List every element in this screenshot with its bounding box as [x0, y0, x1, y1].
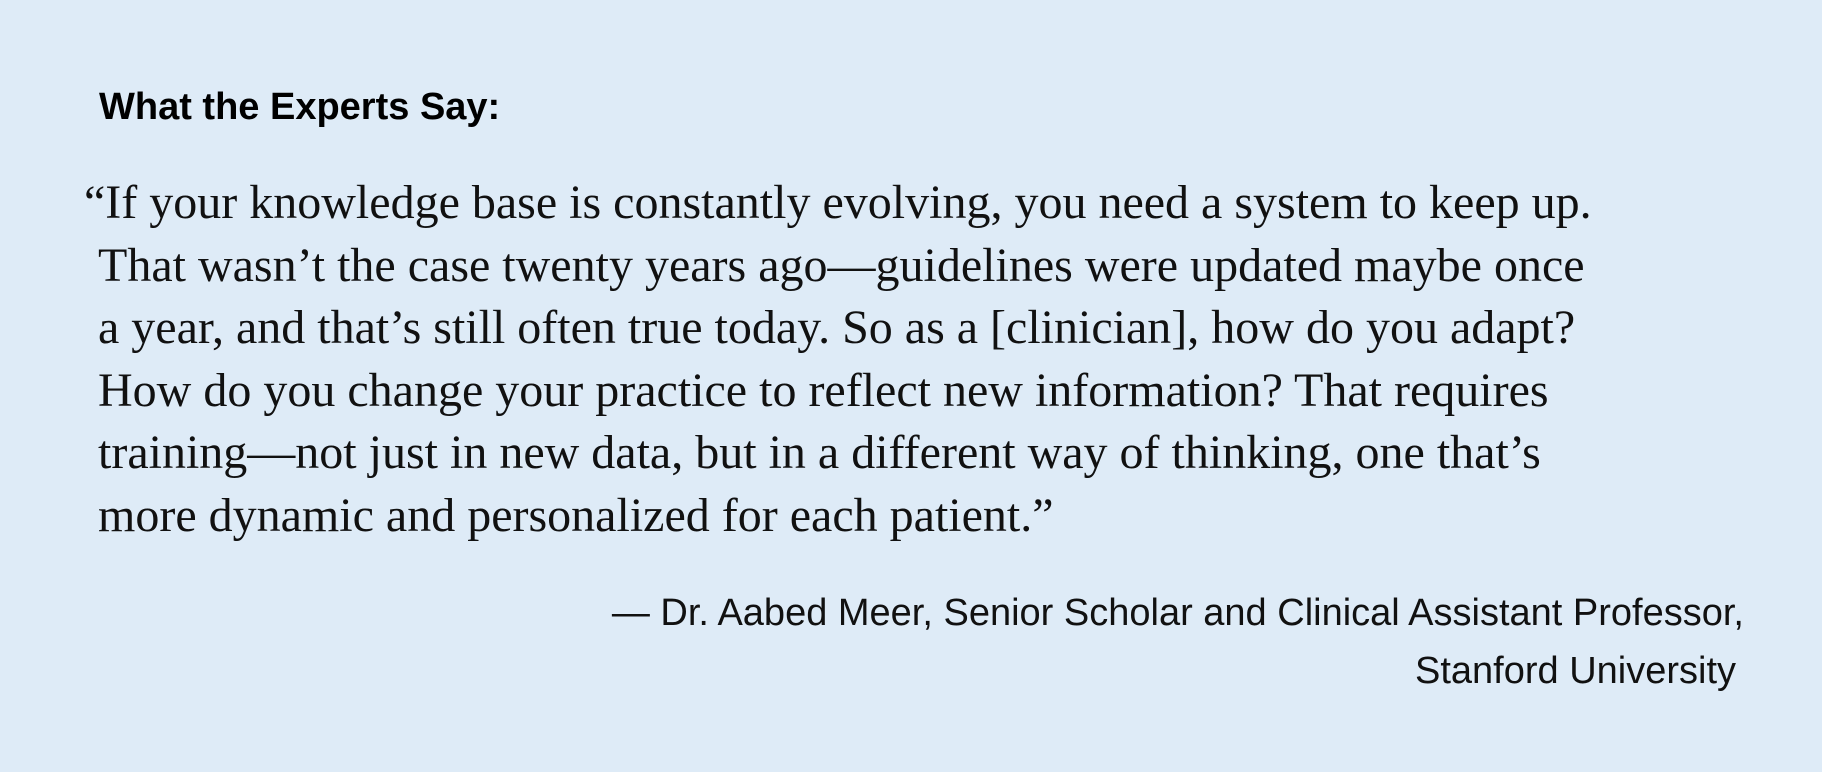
- attribution-institution: Stanford University: [1414, 650, 1736, 692]
- quote-line: How do you change your practice to reflect new information? That requires: [98, 363, 1549, 417]
- quote-line: a year, and that’s still often true today. So as a [clinician], how do you adapt?: [98, 301, 1576, 354]
- quote-line: “If your knowledge base is constantly evolving, you need a system to keep up.: [84, 176, 1592, 229]
- attribution-name-title: — Dr. Aabed Meer, Senior Scholar and Clinical Assistant Professor,: [611, 592, 1744, 634]
- section-heading: What the Experts Say:: [99, 86, 501, 128]
- quote-line: training—not just in new data, but in a different way of thinking, one that’s: [98, 426, 1541, 479]
- expert-quote: [84, 172, 1784, 547]
- quote-line: more dynamic and personalized for each patient.”: [98, 488, 1054, 542]
- quote-line: That wasn’t the case twenty years ago—guidelines were updated maybe once: [98, 238, 1585, 292]
- quote-attribution: [612, 584, 1744, 700]
